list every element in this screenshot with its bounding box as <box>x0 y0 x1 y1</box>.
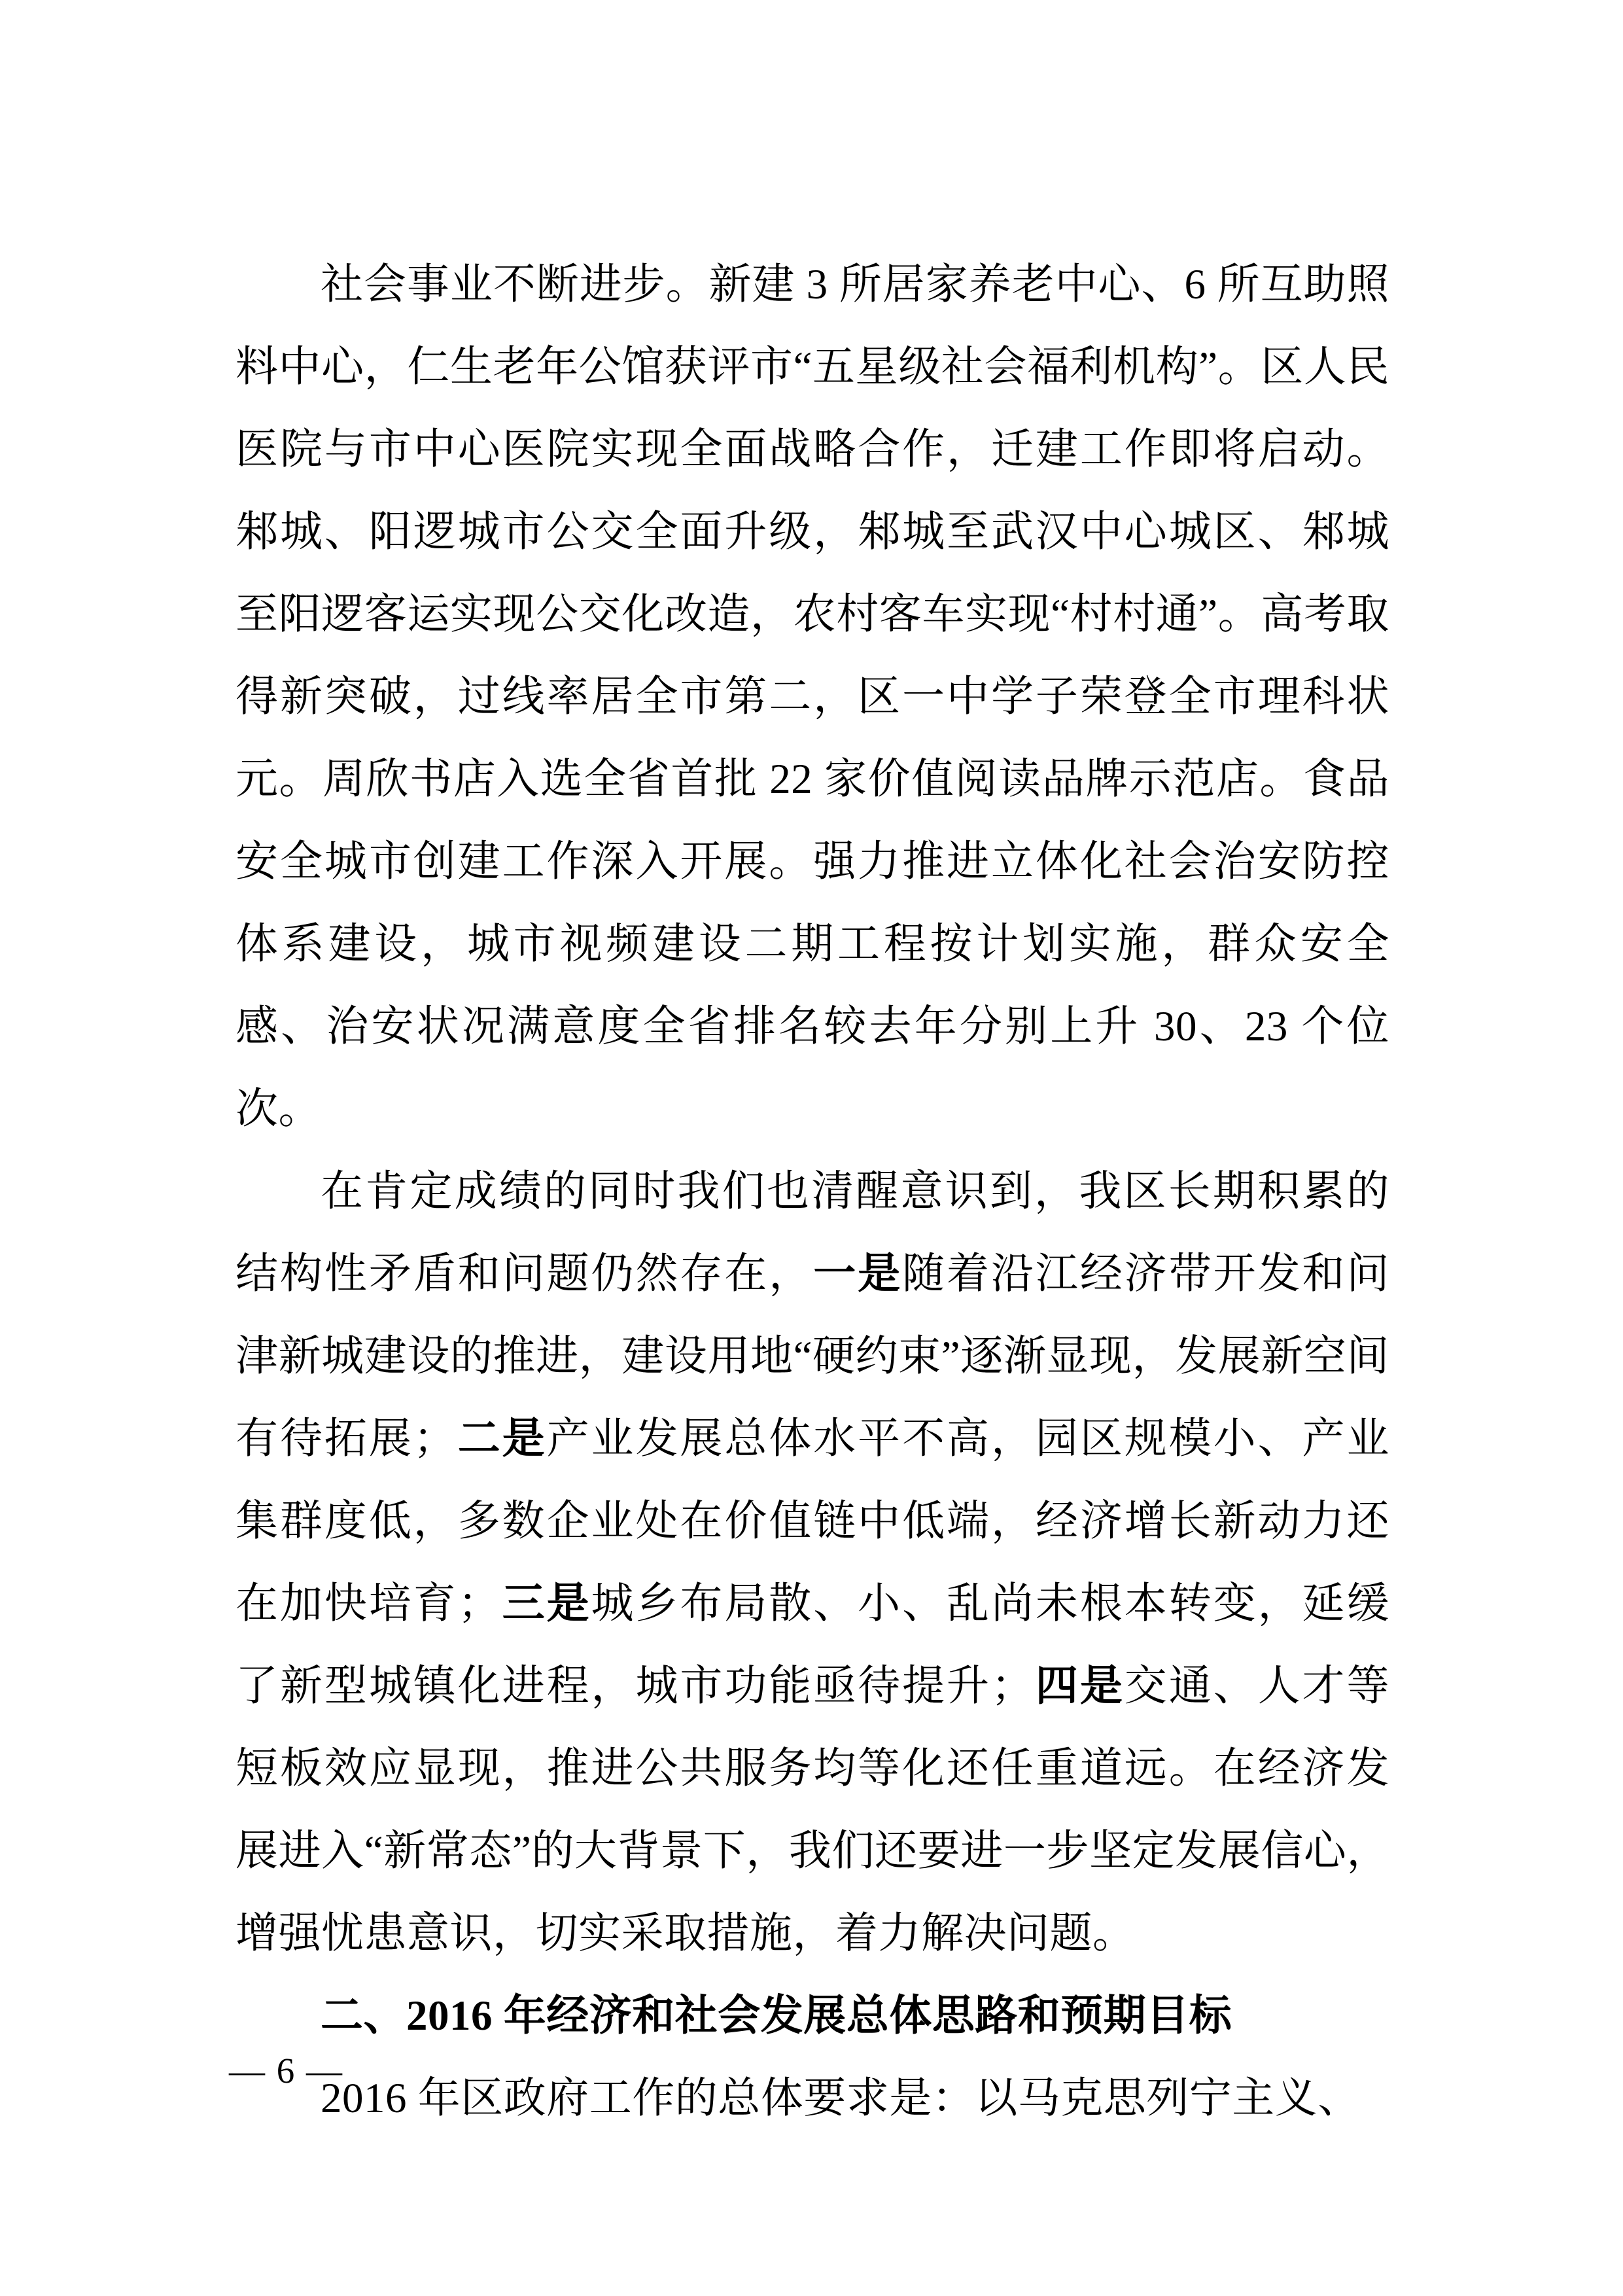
run-text-first-issue: 随着沿江经济带开发和问津新城建设的推进，建设用地“硬约束”逐渐显现，发展新空间有待拓展； <box>236 1250 1389 1462</box>
run-emphasis-first: 一是 <box>813 1250 903 1298</box>
run-text-fourth-issue: 交通、人才等短板效应显现，推进公共服务均等化还任重道远。在经济发展进入“新常态”的大背景下，我们还要进一步坚定发展信心，增强忧患意识，切实采取措施，着力解决问题。 <box>236 1663 1389 1957</box>
page-footer <box>229 2049 343 2093</box>
paragraph-overall-requirements: 2016 年区政府工作的总体要求是：以马克思列宁主义、 <box>321 2075 1361 2122</box>
paragraph-social-progress <box>236 243 1389 1150</box>
run-text-second-issue: 产业发展总体水平不高，园区规模小、产业集群度低，多数企业处在价值链中低端，经济增长新动力还在加快培育； <box>236 1415 1389 1627</box>
run-text-intro: 在肯定成绩的同时我们也清醒意识到，我区长期积累的结构性矛盾和问题仍然存在， <box>236 1168 1389 1298</box>
document-body <box>236 243 1389 2140</box>
section-heading-2016-goals: 二、2016 年经济和社会发展总体思路和预期目标 <box>321 1992 1232 2040</box>
run-text-third-issue: 城乡布局散、小、乱尚未根本转变，延缓了新型城镇化进程，城市功能亟待提升； <box>236 1580 1389 1710</box>
page-number: — 6 — <box>229 2051 343 2091</box>
run-emphasis-third: 三是 <box>500 1580 591 1627</box>
paragraph-problems-analysis <box>236 1150 1389 1975</box>
run-emphasis-second: 二是 <box>456 1415 547 1462</box>
run-emphasis-fourth: 四是 <box>1034 1663 1125 1710</box>
paragraph-text: 社会事业不断进步。新建 3 所居家养老中心、6 所互助照料中心，仁生老年公馆获评市“五星级社会福利机构”。区人民医院与市中心医院实现全面战略合作，迁建工作即将启动。邾城、阳逻城市公交全面升级，邾城至武汉中心城区、邾城至阳逻客运实现公交化改造，农村客车实现“村村通”。高考取得新突破，过线率居全市第二，区一中学子荣登全市理科状元。周欣书店入选全省首批 22 家价值阅读品牌示范店。食品安全城市创建工作深入开展。强力推进立体化社会治安防控体系建设，城市视频建设二期工程按计划实施，群众安全感、治安状况满意度全省排名较去年分别上升 30、23 个位次。 <box>236 261 1389 1133</box>
